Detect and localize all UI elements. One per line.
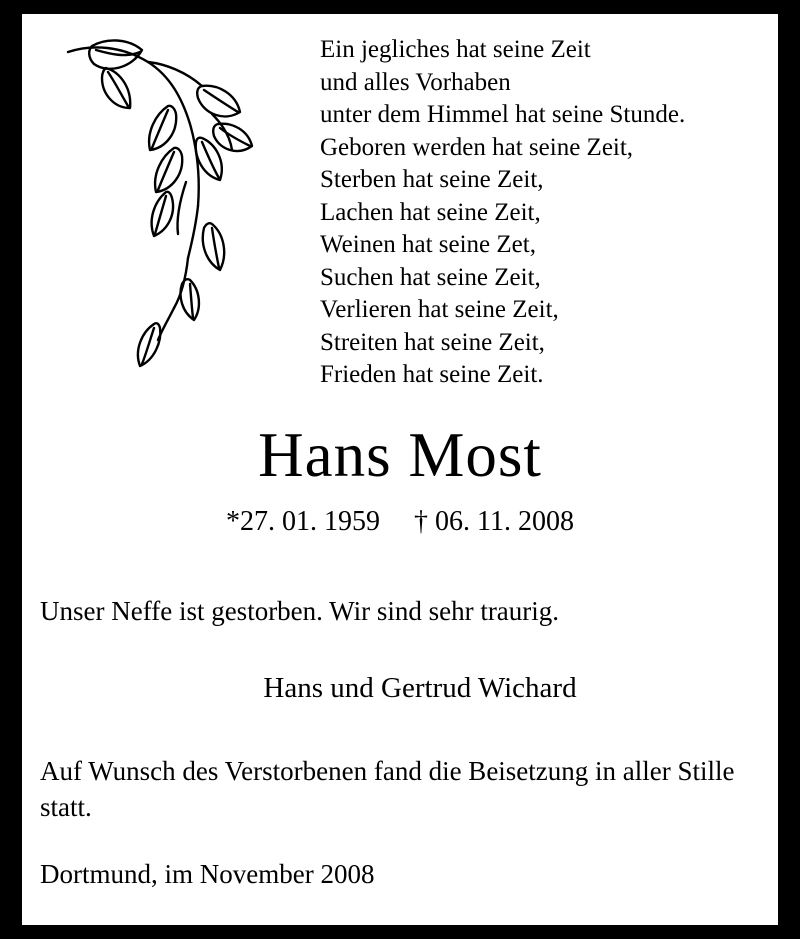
verse-line: und alles Vorhaben: [320, 68, 511, 96]
verse-line: Verlieren hat seine Zeit,: [320, 296, 559, 323]
verse-line: Sterben hat seine Zeit,: [320, 166, 544, 193]
verse-line: Ein jegliches hat seine Zeit: [320, 36, 591, 63]
birth-date: *27. 01. 1959: [226, 506, 381, 537]
funeral-note: Auf Wunsch des Verstorbenen fand die Beisetzung in aller Stille statt.: [40, 756, 735, 822]
condolence-message: Unser Neffe ist gestorben. Wir sind sehr traurig.: [40, 596, 560, 626]
verse-line: unter dem Himmel hat seine Stunde.: [320, 101, 686, 128]
verse-line: Weinen hat seine Zet,: [320, 231, 536, 258]
body-text: [40, 594, 760, 891]
verse-line: Lachen hat seine Zeit,: [320, 198, 541, 226]
verse-block: [320, 34, 770, 392]
verse-line: Streiten hat seine Zeit,: [320, 328, 545, 356]
survivors-names: Hans und Gertrud Wichard: [263, 672, 577, 704]
verse-line: Suchen hat seine Zeit,: [320, 263, 541, 291]
death-date: † 06. 11. 2008: [414, 506, 574, 537]
obituary-card: [22, 14, 778, 925]
verse-line: Frieden hat seine Zeit.: [320, 361, 544, 388]
verse-line: Geboren werden hat seine Zeit,: [320, 133, 634, 161]
birch-branch-icon: [62, 28, 302, 368]
life-dates: [22, 506, 778, 538]
place-and-date: Dortmund, im November 2008: [40, 859, 375, 889]
deceased-name: Hans Most: [258, 420, 542, 490]
top-section: [22, 14, 778, 414]
